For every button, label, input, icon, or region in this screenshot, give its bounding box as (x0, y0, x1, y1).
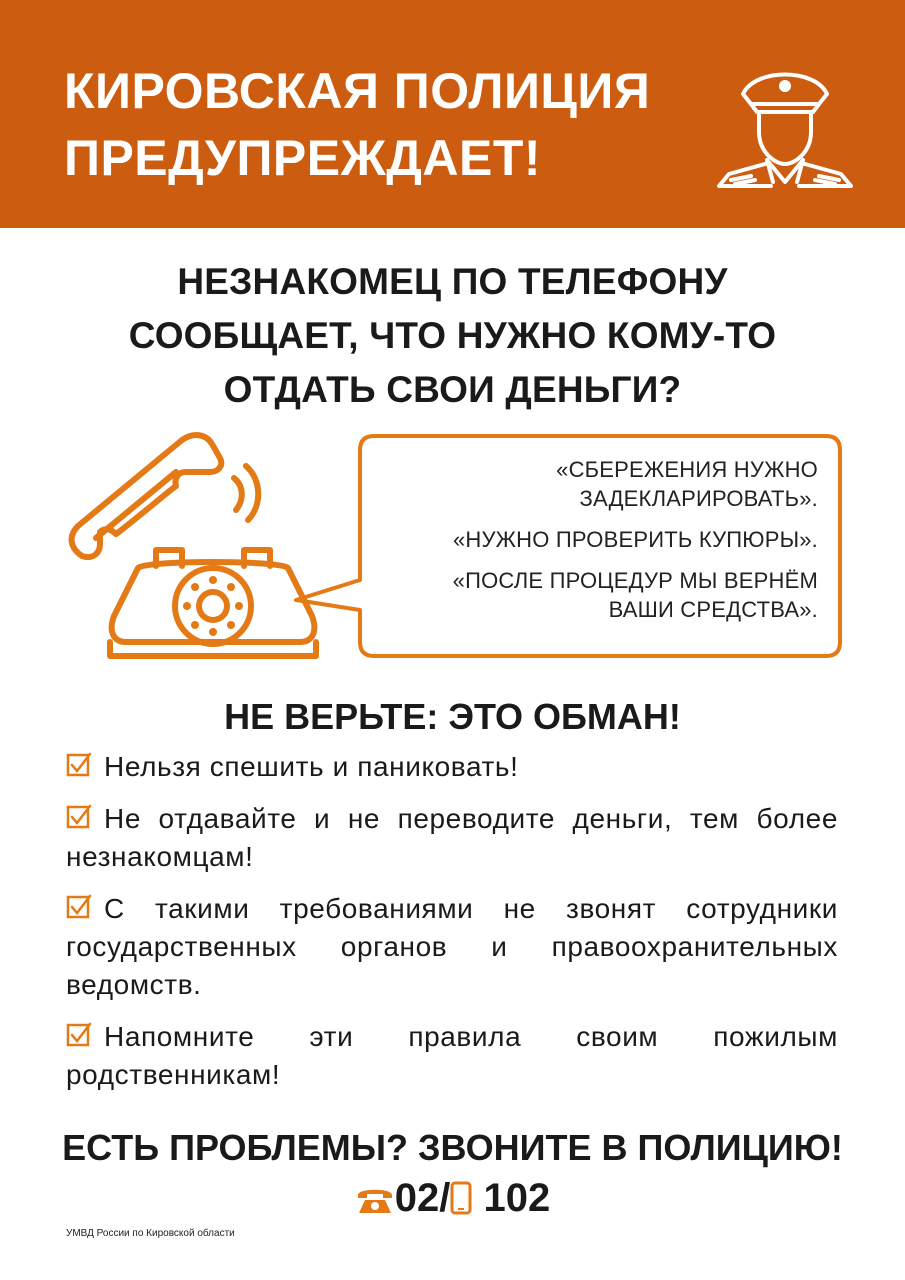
headline-line1: НЕЗНАКОМЕЦ ПО ТЕЛЕФОНУ (177, 261, 728, 302)
checkbox-checked-icon (66, 1022, 92, 1048)
headline-line2: СООБЩАЕТ, ЧТО НУЖНО КОМУ-ТО (128, 315, 777, 356)
banner-title (64, 58, 704, 192)
call-police-heading: ЕСТЬ ПРОБЛЕМЫ? ЗВОНИТЕ В ПОЛИЦИЮ! (62, 1127, 843, 1168)
rule-text: Напомните эти правила своим пожилым родственникам! (66, 1021, 838, 1090)
rule-item (66, 1018, 838, 1094)
organization-credit: УМВД России по Кировской области (66, 1228, 235, 1239)
landline-number: 02/ (394, 1176, 451, 1220)
rules-list (66, 748, 838, 1108)
police-officer-icon (715, 60, 855, 190)
checkbox-checked-icon (66, 752, 92, 778)
emergency-numbers (0, 1172, 905, 1224)
mobile-phone-icon (450, 1181, 472, 1215)
banner-title-line2: ПРЕДУПРЕЖДАЕТ! (64, 130, 542, 186)
quote-declare-line2: ЗАДЕКЛАРИРОВАТЬ». (579, 486, 818, 511)
rule-item (66, 748, 838, 786)
rule-item (66, 800, 838, 876)
quote-return-funds (370, 566, 818, 624)
quote-return-line1: «ПОСЛЕ ПРОЦЕДУР МЫ ВЕРНЁМ (452, 568, 818, 593)
warning-heading: НЕ ВЕРЬТЕ: ЭТО ОБМАН! (224, 696, 681, 737)
headline-line3: ОТДАТЬ СВОИ ДЕНЬГИ? (223, 369, 682, 410)
quote-declare (370, 455, 818, 513)
mobile-number: 102 (483, 1176, 551, 1220)
quote-check-bills: «НУЖНО ПРОВЕРИТЬ КУПЮРЫ». (452, 527, 818, 552)
checkbox-checked-icon (66, 804, 92, 830)
banner-title-line1: КИРОВСКАЯ ПОЛИЦИЯ (64, 63, 651, 119)
rule-text: Не отдавайте и не переводите деньги, тем более незнакомцам! (66, 803, 838, 872)
rule-text: Нельзя спешить и паниковать! (104, 751, 519, 782)
quote-return-line2: ВАШИ СРЕДСТВА». (608, 597, 818, 622)
rule-text: С такими требованиями не звонят сотрудники государственных органов и правоохранительных ведомств. (66, 893, 838, 1000)
telephone-icon (355, 1185, 395, 1215)
rule-item (66, 890, 838, 1004)
quote-declare-line1: «СБЕРЕЖЕНИЯ НУЖНО (556, 457, 818, 482)
bubble-text (370, 455, 818, 636)
headline (0, 255, 905, 417)
checkbox-checked-icon (66, 894, 92, 920)
